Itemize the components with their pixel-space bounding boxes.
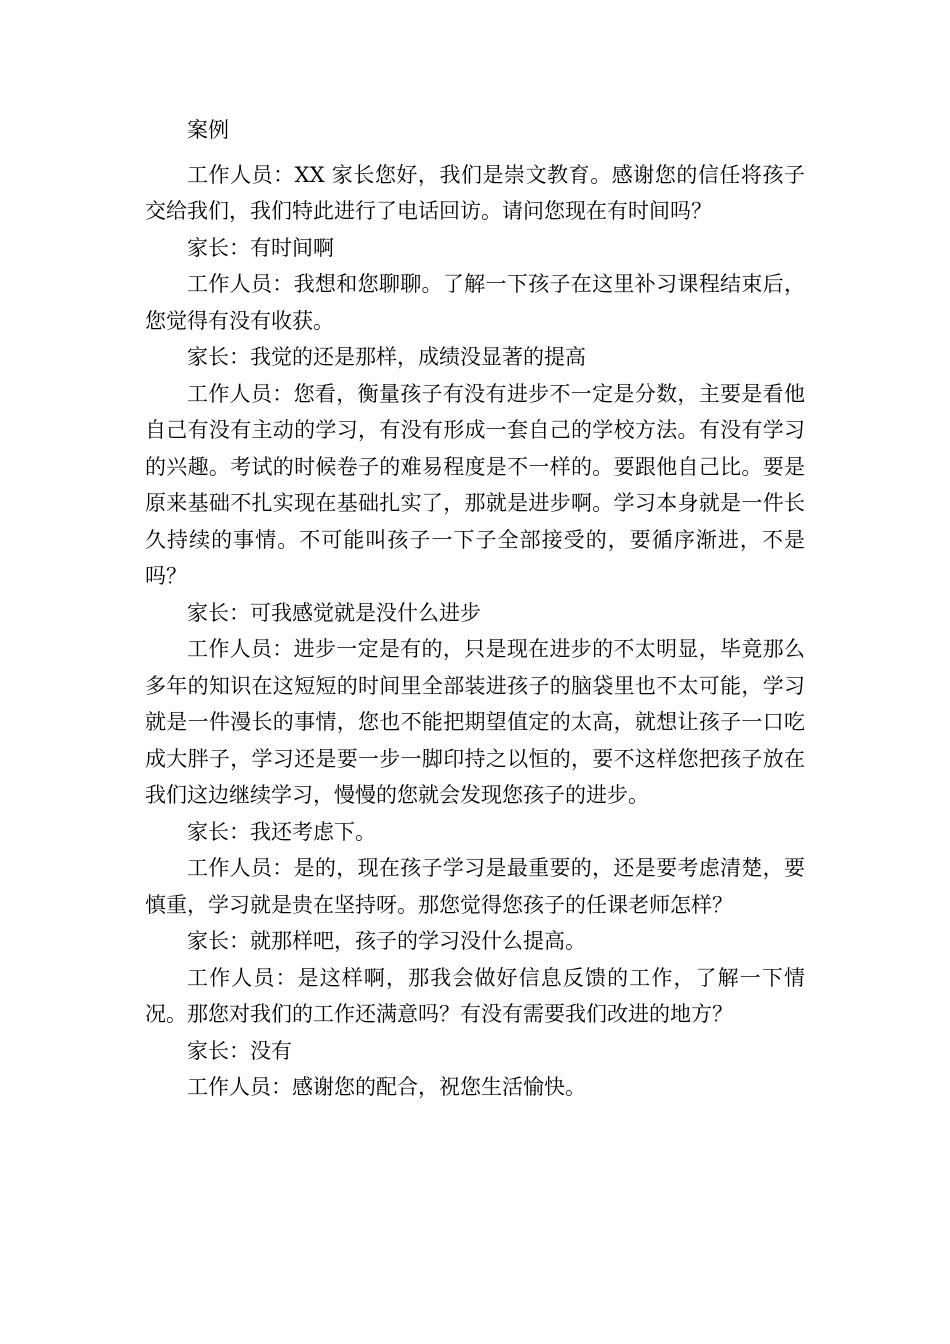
dialogue-paragraph: 工作人员：您看，衡量孩子有没有进步不一定是分数，主要是看他自己有没有主动的学习，有没有形成一套自己的学校方法。有没有学习的兴趣。考试的时候卷子的难易程度是不一样的。要跟他自己比。要是原来基础不扎实现在基础扎实了，那就是进步啊。学习本身就是一件长久持续的事情。不可能叫孩子一下子全部接受的，要循序渐进，不是吗？ bbox=[145, 381, 805, 588]
dialogue-paragraph: 工作人员：我想和您聊聊。了解一下孩子在这里补习课程结束后，您觉得有没有收获。 bbox=[145, 272, 805, 333]
dialogue-paragraph: 家长：有时间啊 bbox=[187, 235, 334, 260]
dialogue-paragraph: 家长：没有 bbox=[187, 1038, 292, 1063]
dialogue-paragraph: 工作人员：是的，现在孩子学习是最重要的，还是要考虑清楚，要慎重，学习就是贵在坚持呀。那您觉得您孩子的任课老师怎样？ bbox=[145, 856, 805, 917]
dialogue-paragraph: 工作人员：感谢您的配合，祝您生活愉快。 bbox=[187, 1075, 586, 1099]
dialogue-paragraph: 家长：我还考虑下。 bbox=[187, 819, 376, 844]
dialogue-paragraph: 家长：我觉的还是那样，成绩没显著的提高 bbox=[187, 345, 586, 369]
document-heading: 案例 bbox=[187, 118, 229, 142]
dialogue-paragraph: 工作人员：进步一定是有的，只是现在进步的不太明显，毕竟那么多年的知识在这短短的时间里全部装进孩子的脑袋里也不太可能，学习就是一件漫长的事情，您也不能把期望值定的太高，就想让孩子一口吃成大胖子，学习还是要一步一脚印持之以恒的，要不这样您把孩子放在我们这边继续学习，慢慢的您就会发现您孩子的进步。 bbox=[145, 637, 805, 807]
document-body bbox=[145, 112, 805, 1106]
dialogue-paragraph: 工作人员：是这样啊，那我会做好信息反馈的工作，了解一下情况。那您对我们的工作还满意吗？有没有需要我们改进的地方？ bbox=[145, 965, 805, 1026]
dialogue-paragraph: 家长：就那样吧，孩子的学习没什么提高。 bbox=[187, 929, 586, 953]
dialogue-paragraph: 工作人员：XX 家长您好，我们是崇文教育。感谢您的信任将孩子交给我们，我们特此进行了电话回访。请问您现在有时间吗？ bbox=[145, 162, 805, 223]
dialogue-paragraph: 家长：可我感觉就是没什么进步 bbox=[187, 600, 481, 625]
